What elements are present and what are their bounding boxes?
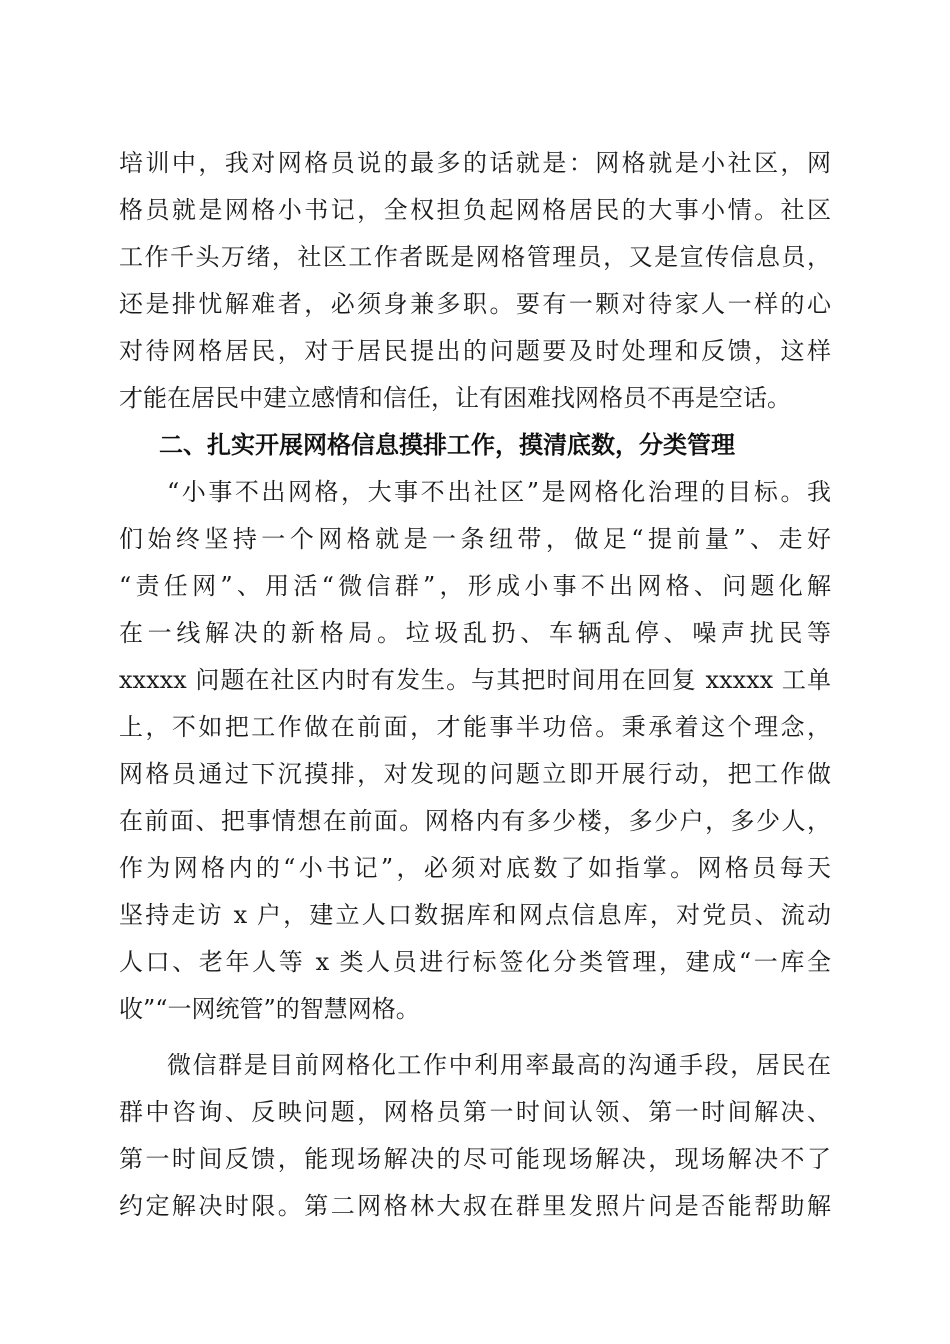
text-line: 群中咨询、反映问题，网格员第一时间认领、第一时间解决、 [119, 1098, 831, 1126]
text-line: 人口、老年人等 x 类人员进行标签化分类管理，建成“一库全 [119, 948, 831, 976]
document-body [119, 140, 831, 1230]
text-line: 格员就是网格小书记，全权担负起网格居民的大事小情。社区 [119, 196, 831, 224]
text-line: 们始终坚持一个网格就是一条纽带，做足“提前量”、走好 [119, 525, 831, 553]
text-line: 第一时间反馈，能现场解决的尽可能现场解决，现场解决不了 [119, 1145, 831, 1173]
paragraph-3 [119, 1042, 831, 1230]
text-line: 网格员通过下沉摸排，对发现的问题立即开展行动，把工作做 [119, 760, 831, 788]
text-line: 坚持走访 x 户，建立人口数据库和网点信息库，对党员、流动 [119, 901, 831, 929]
text-line: 上，不如把工作做在前面，才能事半功倍。秉承着这个理念， [119, 713, 831, 741]
text-line: xxxxx 问题在社区内时有发生。与其把时间用在回复 xxxxx 工单 [119, 666, 831, 694]
text-line: 工作千头万绪，社区工作者既是网格管理员，又是宣传信息员， [119, 243, 831, 271]
text-line: 在前面、把事情想在前面。网格内有多少楼，多少户，多少人， [119, 807, 831, 835]
text-line: 对待网格居民，对于居民提出的问题要及时处理和反馈，这样 [119, 337, 831, 365]
text-line: 约定解决时限。第二网格林大叔在群里发照片问是否能帮助解 [119, 1192, 831, 1220]
text-line: 才能在居民中建立感情和信任，让有困难找网格员不再是空话。 [119, 384, 791, 412]
text-line: 作为网格内的“小书记”，必须对底数了如指掌。网格员每天 [119, 854, 831, 882]
text-line: “小事不出网格，大事不出社区”是网格化治理的目标。我 [167, 478, 831, 506]
text-line: 在一线解决的新格局。垃圾乱扔、车辆乱停、噪声扰民等 [119, 619, 831, 647]
text-line: 收”“一网统管”的智慧网格。 [119, 995, 420, 1023]
paragraph-spacer [119, 1033, 831, 1042]
text-line: “责任网”、用活“微信群”，形成小事不出网格、问题化解 [119, 572, 831, 600]
paragraph-1 [119, 140, 831, 422]
text-line: 微信群是目前网格化工作中利用率最高的沟通手段，居民在 [167, 1051, 831, 1079]
paragraph-2 [119, 469, 831, 1033]
section-heading: 二、扎实开展网格信息摸排工作，摸清底数，分类管理 [159, 431, 735, 459]
text-line: 还是排忧解难者，必须身兼多职。要有一颗对待家人一样的心 [119, 290, 831, 318]
text-line: 培训中，我对网格员说的最多的话就是：网格就是小社区，网 [119, 149, 831, 177]
